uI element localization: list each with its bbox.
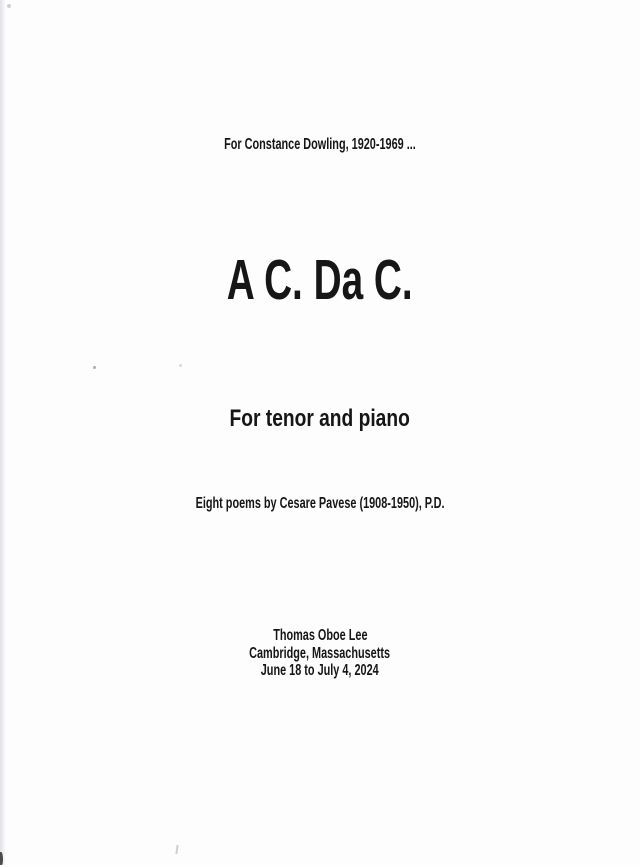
scan-edge-shading	[0, 0, 6, 865]
instrumentation-text: For tenor and piano	[229, 405, 411, 432]
scan-speck	[7, 4, 11, 8]
composer-name: Thomas Oboe Lee	[272, 627, 368, 644]
work-title-text: A C. Da C.	[227, 248, 413, 312]
composer-location: Cambridge, Massachusetts	[249, 644, 391, 662]
scan-pencil-mark	[175, 845, 178, 854]
scan-speck	[93, 366, 96, 369]
poet-credit-text: Eight poems by Cesare Pavese (1908-1950), P.D.	[195, 495, 445, 512]
scan-corner-mark	[0, 852, 3, 865]
composition-dates: June 18 to July 4, 2024	[261, 662, 379, 679]
scan-speck	[179, 364, 182, 367]
work-title	[0, 248, 640, 312]
dedication-text: For Constance Dowling, 1920-1969 ...	[224, 136, 416, 153]
composer-block	[0, 627, 640, 680]
poet-credit-line	[0, 496, 640, 512]
instrumentation-line	[0, 407, 640, 431]
dedication-line	[0, 137, 640, 153]
